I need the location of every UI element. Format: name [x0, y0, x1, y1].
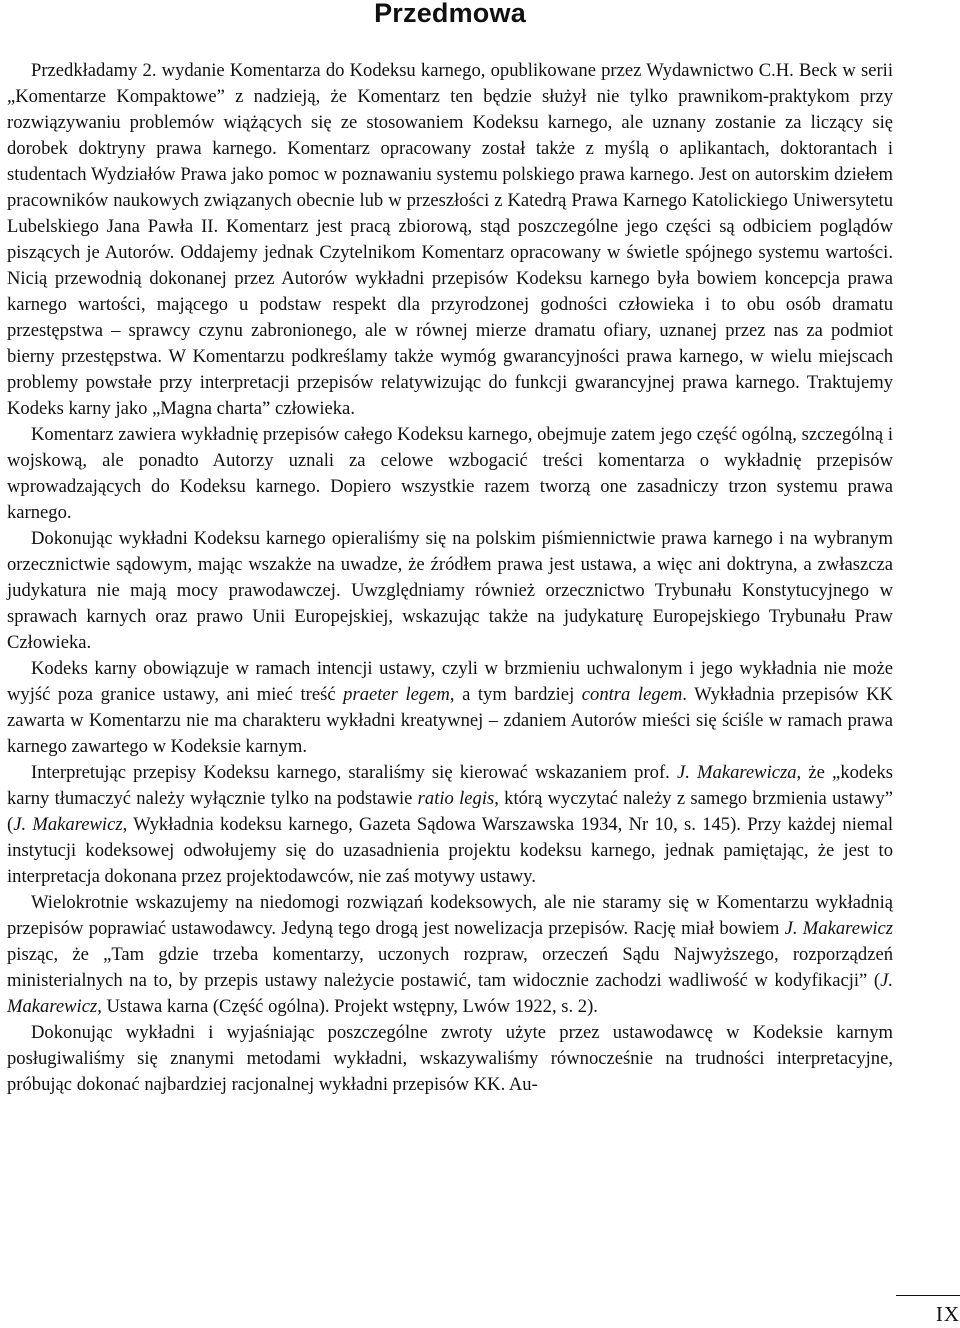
text-run: , a tym bardziej	[449, 684, 582, 705]
italic-text-run: J. Makarewicz	[7, 970, 893, 1017]
paragraph-4	[7, 656, 893, 760]
paragraph-1	[7, 58, 893, 422]
text-run: Interpretując przepisy Kodeksu karnego, staraliśmy się kierować wskazaniem prof.	[31, 762, 677, 783]
text-run: pisząc, że „Tam gdzie trzeba komentarzy, uczonych rozpraw, orzeczeń Sądu Najwyższego, rozporządzeń ministerialnych na to, by przepis ustawy należycie postawić, tam widocznie zachodzi wadliwość w kodyfikacji” (	[7, 944, 893, 991]
text-run: , że „kodeks karny tłumaczyć należy wyłącznie tylko na podstawie	[7, 762, 893, 809]
text-run: Dokonując wykładni Kodeksu karnego opieraliśmy się na polskim piśmiennictwie prawa karnego i na wybranym orzecznictwie sądowym, mając wszakże na uwadze, że źródłem prawa jest ustawa, a więc ani doktryna, a zwłaszcza judykatura nie mają mocy prawodawczej. Uwzględniamy również orzecznictwo Trybunału Konstytucyjnego w sprawach karnych oraz prawo Unii Europejskiej, wskazując także na judykaturę Europejskiego Trybunału Praw Człowieka.	[7, 528, 893, 653]
text-run: Dokonując wykładni i wyjaśniając poszczególne zwroty użyte przez ustawodawcę w Kodeksie karnym posługiwaliśmy się znanymi metodami wykładni, wskazywaliśmy równocześnie na trudności interpretacyjne, próbując dokonać najbardziej racjonalnej wykładni przepisów KK. Au-	[7, 1022, 893, 1095]
paragraph-7	[7, 1020, 893, 1098]
paragraph-3	[7, 526, 893, 656]
text-run: , Ustawa karna (Część ogólna). Projekt wstępny, Lwów 1922, s. 2).	[97, 996, 598, 1017]
text-run: Przedkładamy 2. wydanie Komentarza do Kodeksu karnego, opublikowane przez Wydawnictwo C.H. Beck w serii „Komentarze Kompaktowe” z nadzieją, że Komentarz ten będzie służył nie tylko prawnikom-praktykom przy rozwiązywaniu problemów wiążących się ze stosowaniem Kodeksu karnego, ale uznany zostanie za liczący się dorobek doktryny prawa karnego. Komentarz opracowany został także z myślą o aplikantach, doktorantach i studentach Wydziałów Prawa jako pomoc w poznawaniu systemu polskiego prawa karnego. Jest on autorskim dziełem pracowników naukowych związanych obecnie lub w przeszłości z Katedrą Prawa Karnego Katolickiego Uniwersytetu Lubelskiego Jana Pawła II. Komentarz jest pracą zbiorową, stąd poszczególne jego części są odbiciem poglądów piszących je Autorów. Oddajemy jednak Czytelnikom Komentarz opracowany w świetle spójnego systemu wartości. Nicią przewodnią dokonanej przez Autorów wykładni przepisów Kodeksu karnego była bowiem koncepcja prawa karnego wartości, mającego u podstaw respekt dla przyrodzonej godności człowieka i to obu osób dramatu przestępstwa – sprawcy czynu zabronionego, ale w równej mierze dramatu ofiary, uznanej przez nas za podmiot bierny przestępstwa. W Komentarzu podkreślamy także wymóg gwarancyjności prawa karnego, w wielu miejscach problemy powstałe przy interpretacji przepisów relatywizując do funkcji gwarancyjnej prawa karnego. Traktujemy Kodeks karny jako „Magna charta” człowieka.	[7, 60, 893, 419]
italic-text-run: contra legem	[581, 684, 683, 705]
paragraph-6	[7, 890, 893, 1020]
text-run: Kodeks karny obowiązuje w ramach intencji ustawy, czyli w brzmieniu uchwalonym i jego wykładnia nie może wyjść poza granice ustawy, ani mieć treść	[7, 658, 893, 705]
text-run: . Wykładnia przepisów KK zawarta w Komentarzu nie ma charakteru wykładni kreatywnej – zdaniem Autorów mieści się ściśle w ramach prawa karnego zawartego w Kodeksie karnym.	[7, 684, 894, 757]
text-run: Komentarz zawiera wykładnię przepisów całego Kodeksu karnego, obejmuje zatem jego część ogólną, szczególną i wojskową, ale ponadto Autorzy uznali za celowe wzbogacić treści komentarza o wykładnię przepisów wprowadzających do Kodeksu karnego. Dopiero wszystkie razem tworzą one zasadniczy trzon systemu prawa karnego.	[7, 424, 893, 523]
italic-text-run: ratio legis	[417, 788, 495, 809]
page	[7, 0, 893, 1098]
text-run: Wielokrotnie wskazujemy na niedomogi rozwiązań kodeksowych, ale nie staramy się w Komentarzu wykładnią przepisów poprawiać ustawodawcy. Jedyną tego drogą jest nowelizacja przepisów. Rację miał bowiem	[7, 892, 893, 939]
paragraph-2	[7, 422, 893, 526]
italic-text-run: J. Makarewicz	[13, 814, 123, 835]
preface-body	[7, 58, 893, 1098]
paragraph-5	[7, 760, 893, 890]
text-run: , Wykładnia kodeksu karnego, Gazeta Sądowa Warszawska 1934, Nr 10, s. 145). Przy każdej niemal instytucji kodeksowej odwołujemy się do uzasadnienia projektu kodeksu karnego, jednak pamiętając, że jest to interpretacja dokonana przez projektodawców, nie zaś motywy ustawy.	[7, 814, 893, 887]
page-title: Przedmowa	[374, 0, 526, 28]
page-number: IX	[896, 1295, 960, 1327]
italic-text-run: J. Makarewicza	[676, 762, 797, 783]
italic-text-run: J. Makarewicz	[784, 918, 893, 939]
text-run: , którą wyczytać należy z samego brzmienia ustawy” (	[7, 788, 894, 835]
italic-text-run: praeter legem	[343, 684, 450, 705]
